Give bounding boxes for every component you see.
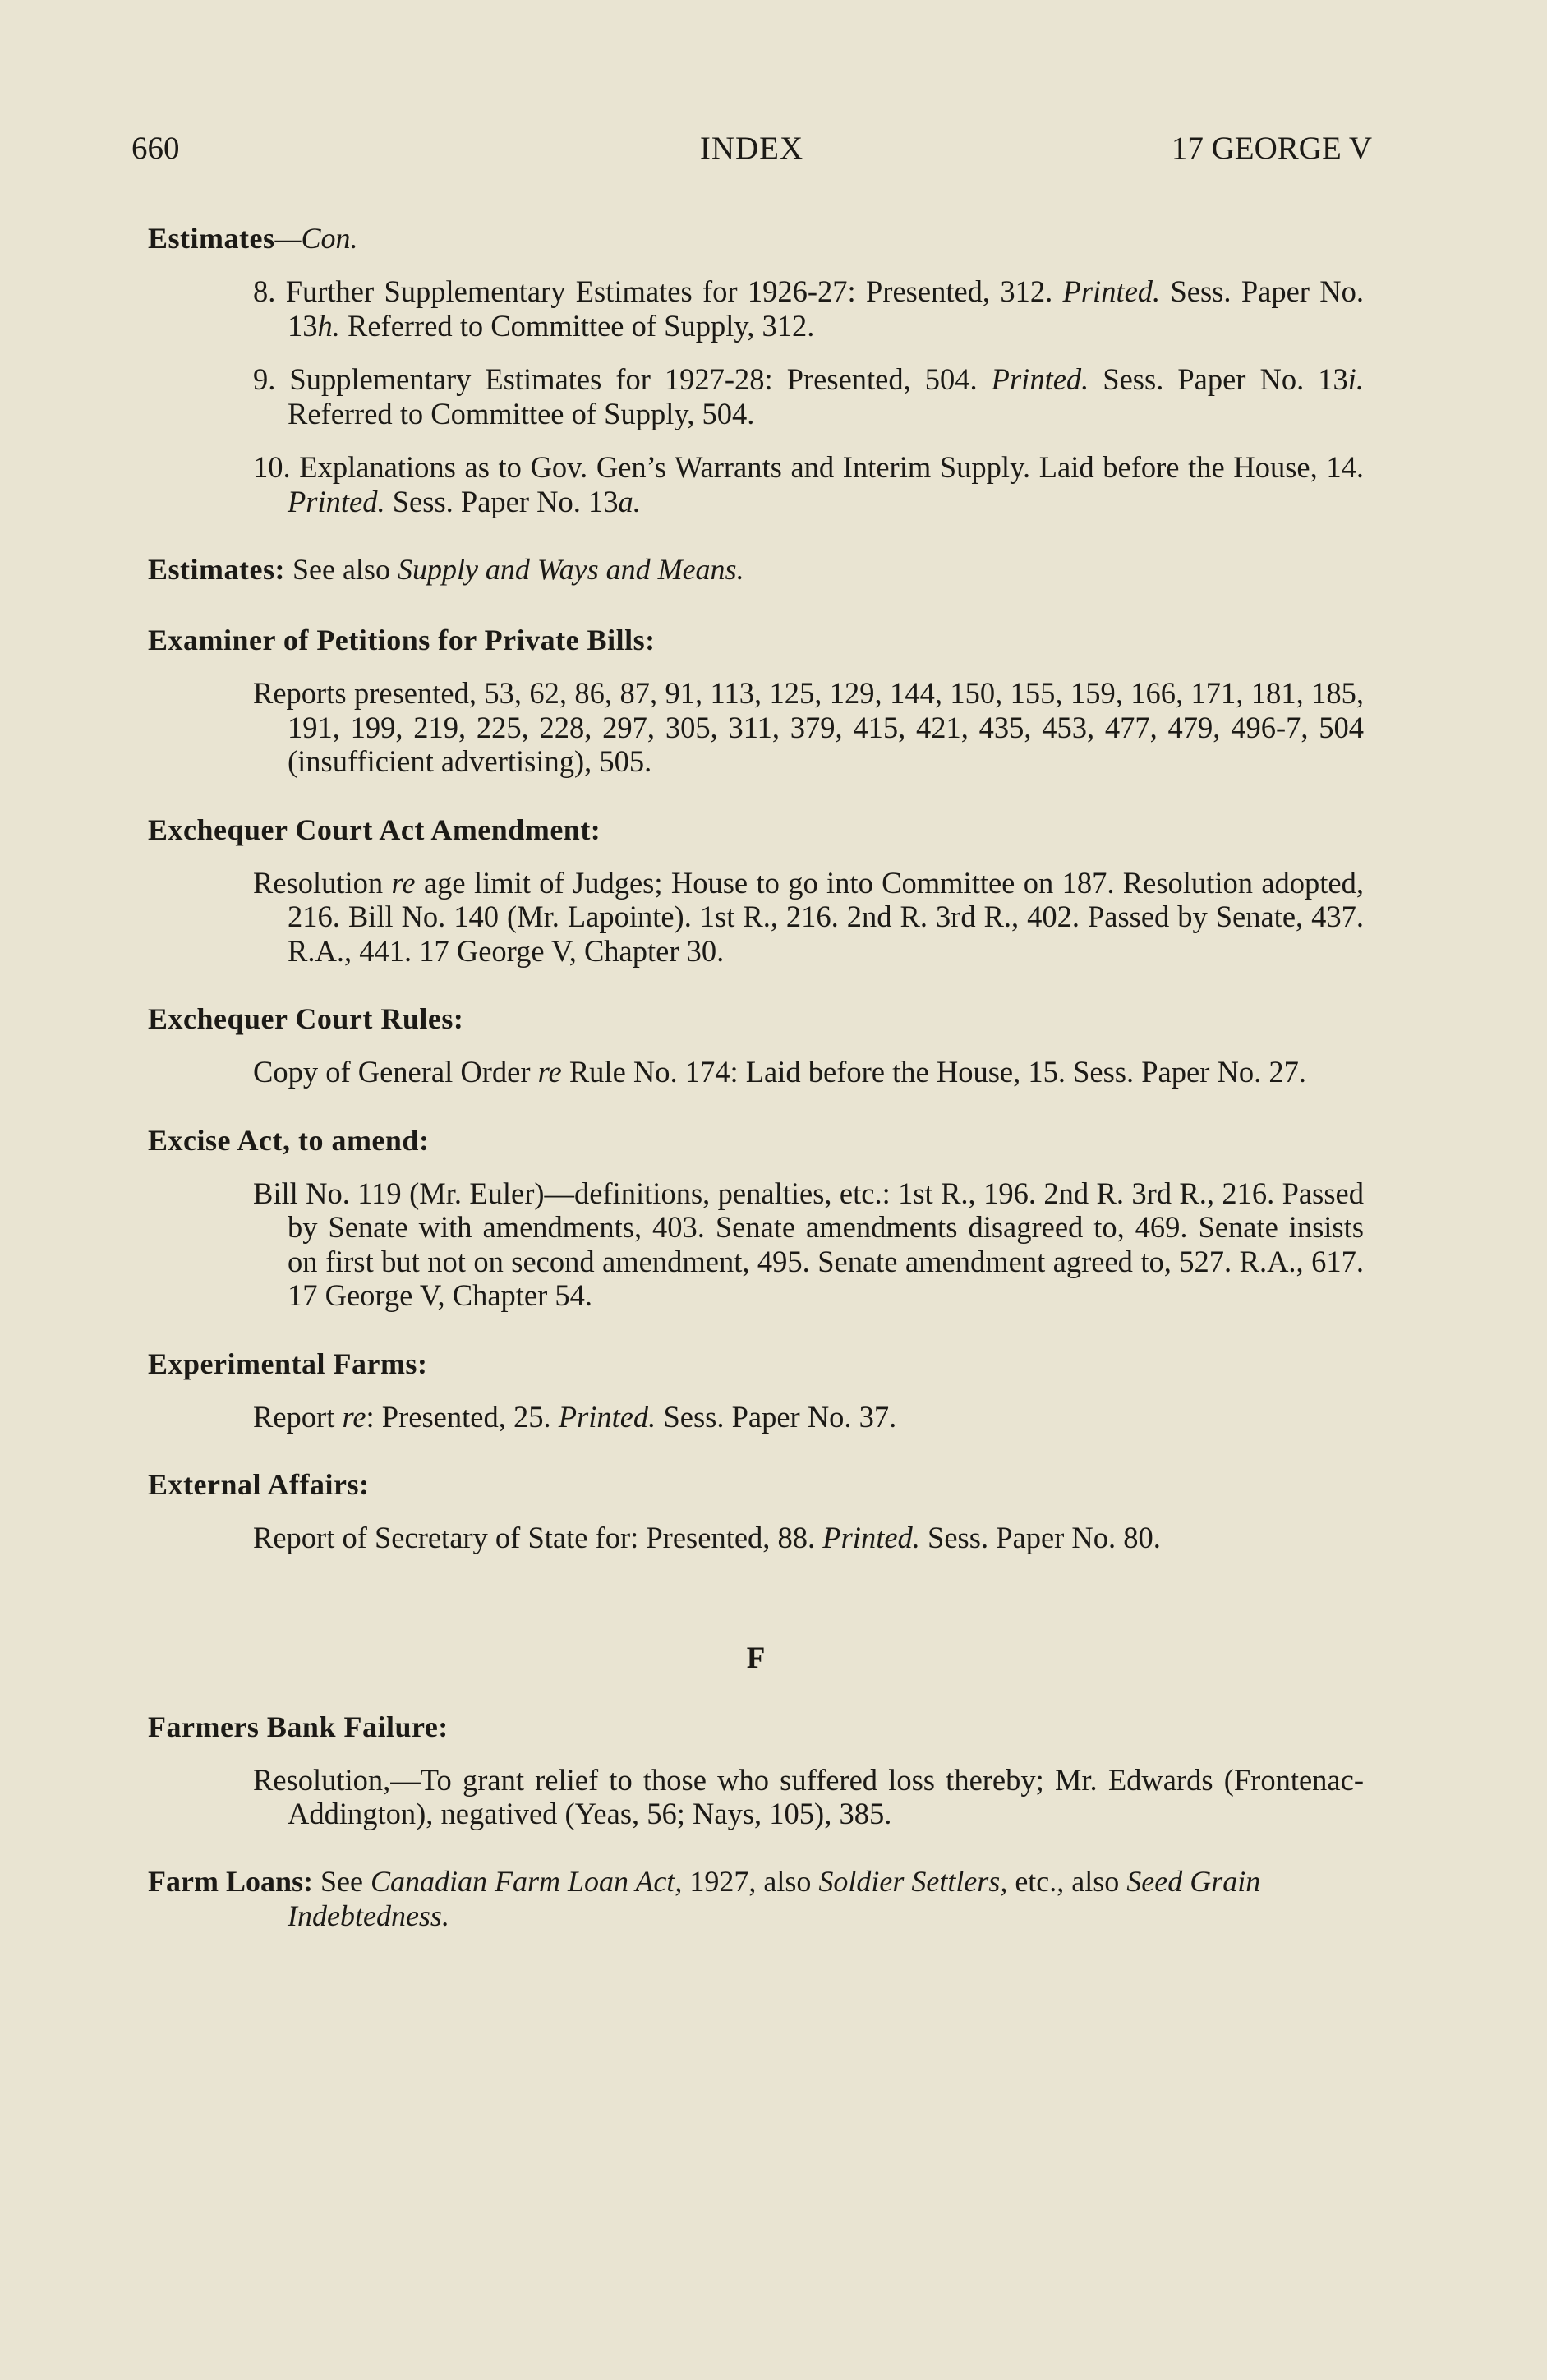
entry-heading-excise: Excise Act, to amend:: [148, 1123, 430, 1157]
cross-reference: Canadian Farm Loan Act,: [370, 1864, 683, 1898]
item-emphasis: h.: [317, 308, 340, 343]
entry-text-examiner: Reports presented, 53, 62, 86, 87, 91, 113, 125, 129, 144, 150, 155, 159, 166, 171, 181, 185, 191, 199, 219, 225, 228, 297, 305, 311, 379, 415, 421, 435, 453, 477, 479, 496-7, 504 (insufficient advertising), 505.: [253, 676, 1364, 778]
estimates-item-10: [148, 450, 1364, 518]
entry-emphasis: Printed.: [558, 1399, 656, 1434]
entry-text: Sess. Paper No. 80.: [919, 1521, 1161, 1554]
entry-text: See also: [284, 553, 398, 586]
entry-heading-exchequer-rules: Exchequer Court Rules:: [148, 1002, 464, 1035]
entry-heading-exchequer-act: Exchequer Court Act Amendment:: [148, 813, 601, 846]
running-head: 17 GEORGE V: [1171, 131, 1372, 166]
entry-heading-external: External Affairs:: [148, 1468, 370, 1501]
item-text: 10. Explanations as to Gov. Gen’s Warrants and Interim Supply. Laid before the House, 14.: [253, 450, 1364, 484]
page-title: INDEX: [699, 131, 804, 166]
entry-text-farmers-bank: Resolution,—To grant relief to those who suffered loss thereby; Mr. Edwards (Frontenac-Addington), negatived (Yeas, 56; Nays, 105), 385.: [253, 1762, 1364, 1830]
entry-emphasis: re: [537, 1055, 562, 1089]
entry-emphasis: re: [391, 865, 416, 900]
entry-text: Report of Secretary of State for: Presented, 88.: [253, 1521, 823, 1554]
item-emphasis: a.: [618, 484, 641, 518]
entry-text: : Presented, 25.: [366, 1399, 559, 1434]
page-number: 660: [131, 131, 180, 166]
index-content: [148, 220, 1364, 1933]
entry-text: etc., also: [1007, 1864, 1127, 1898]
item-emphasis: Printed.: [288, 484, 385, 518]
item-emphasis: Printed.: [1062, 274, 1161, 308]
page-header: [131, 130, 1372, 171]
section-letter: F: [746, 1641, 766, 1675]
entry-text: Sess. Paper No. 37.: [656, 1399, 897, 1434]
item-text: Referred to Committee of Supply, 504.: [288, 396, 755, 430]
item-text: Sess. Paper No. 13: [1089, 362, 1348, 396]
entry-emphasis: re: [342, 1399, 366, 1434]
entry-text-external: [148, 1521, 1364, 1555]
item-text: Sess. Paper No. 13: [384, 484, 619, 518]
entry-text: Rule No. 174: Laid before the House, 15. Sess. Paper No. 27.: [561, 1055, 1306, 1089]
item-emphasis: Printed.: [991, 362, 1089, 396]
estimates-item-8: [148, 274, 1364, 343]
entry-text: Report: [253, 1399, 343, 1434]
entry-text-exchequer-rules: [148, 1055, 1364, 1089]
heading-text: Estimates: [148, 222, 275, 255]
heading-suffix: —Con.: [274, 222, 358, 255]
entry-text: 1927, also: [682, 1864, 819, 1898]
entry-text: Copy of General Order: [253, 1055, 538, 1089]
item-emphasis: i.: [1347, 362, 1365, 396]
item-text: 9. Supplementary Estimates for 1927-28: Presented, 504.: [253, 362, 992, 396]
entry-heading-farms: Experimental Farms:: [148, 1347, 428, 1380]
item-text: Sess. Paper No. 13: [288, 274, 1364, 343]
entry-emphasis: Printed.: [822, 1521, 920, 1554]
cross-reference: Supply and Ways and Means.: [397, 553, 744, 586]
entry-heading: Estimates:: [148, 553, 285, 586]
entry-text-excise: Bill No. 119 (Mr. Euler)—definitions, penalties, etc.: 1st R., 196. 2nd R. 3rd R., 216. Passed by Senate with amendments, 403. Senate amendments disagreed to, 469. Senate insists on first but not on second amendment, 495. Senate amendment agreed to, 527. R.A., 617. 17 George V, Chapter 54.: [253, 1176, 1364, 1312]
entry-text-exchequer-act: [148, 866, 1364, 969]
cross-reference: Seed Grain Indebtedness.: [288, 1864, 1261, 1932]
entry-text: age limit of Judges; House to go into Committee on 187. Resolution adopted, 216. Bill No. 140 (Mr. Lapointe). 1st R., 216. 2nd R. 3rd R., 402. Passed by Senate, 437. R.A., 441. 17 George V, Chapter 30.: [288, 865, 1364, 968]
entry-text-farms: [148, 1400, 1364, 1434]
item-text: Referred to Committee of Supply, 312.: [339, 308, 815, 343]
entry-estimates-see-also: [148, 551, 1364, 587]
estimates-item-9: [148, 362, 1364, 430]
entry-heading: Farm Loans:: [148, 1864, 313, 1898]
entry-heading-examiner: Examiner of Petitions for Private Bills:: [148, 624, 656, 656]
entry-heading-estimates-con: [148, 220, 1364, 256]
entry-text: See: [313, 1864, 371, 1898]
cross-reference: Soldier Settlers,: [818, 1864, 1008, 1898]
item-text: 8. Further Supplementary Estimates for 1926-27: Presented, 312.: [253, 274, 1063, 308]
entry-heading-farmers-bank: Farmers Bank Failure:: [148, 1710, 449, 1743]
entry-farm-loans: [148, 1864, 1364, 1933]
entry-text: Resolution: [253, 865, 392, 900]
